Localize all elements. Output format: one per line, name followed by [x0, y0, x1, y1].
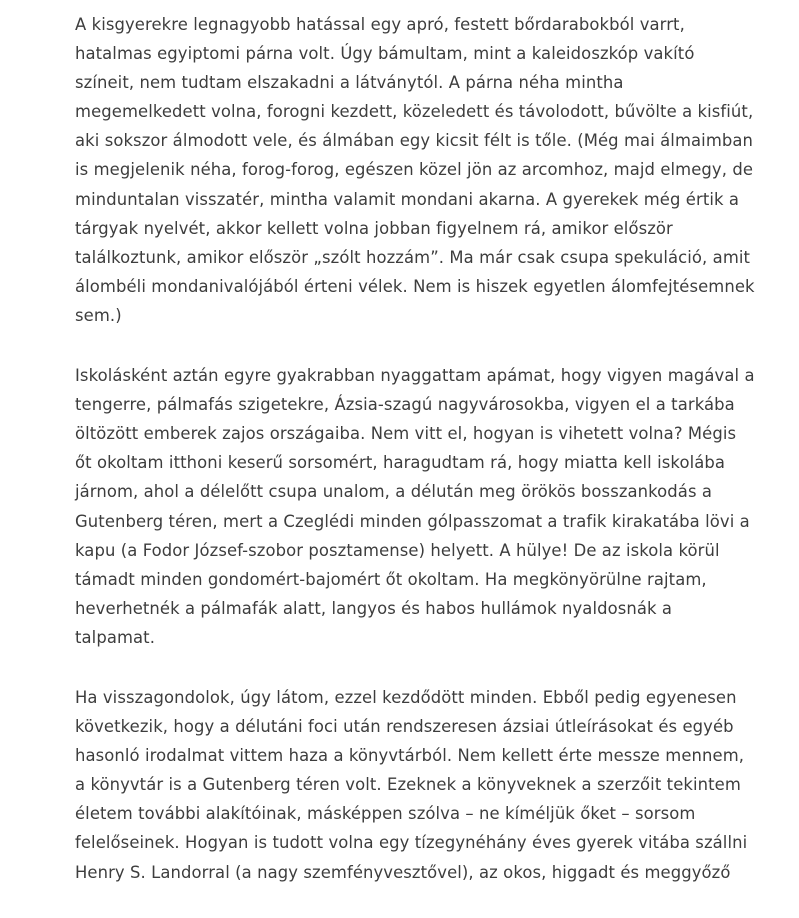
article-body [75, 10, 755, 918]
paragraph-1: A kisgyerekre legnagyobb hatással egy apró, festett bőrdarabokból varrt, hatalmas egyiptomi párna volt. Úgy bámultam, mint a kaleidoszkóp vakító színeit, nem tudtam elszakadni a látványtól. A párna néha mintha megemelkedett volna, forogni kezdett, közeledett és távolodott, bűvölte a kisfiút, aki sokszor álmodott vele, és álmában egy kicsit félt is tőle. (Még mai álmaimban is megjelenik néha, forog-forog, egészen közel jön az arcomhoz, majd elmegy, de minduntalan visszatér, mintha valamit mondani akarna. A gyerekek még értik a tárgyak nyelvét, akkor kellett volna jobban figyelnem rá, amikor először találkoztunk, amikor először „szólt hozzám”. Ma már csak csupa spekuláció, amit álombéli mondanivalójából érteni vélek. Nem is hiszek egyetlen álomfejtésemnek sem.) [75, 15, 755, 325]
paragraph-3: Ha visszagondolok, úgy látom, ezzel kezdődött minden. Ebből pedig egyenesen következik, hogy a délutáni foci után rendszeresen ázsiai útleírásokat és egyéb hasonló irodalmat vittem haza a könyvtárból. Nem kellett érte messze mennem, a könyvtár is a Gutenberg téren volt. Ezeknek a könyveknek a szerzőit tekintem életem további alakítóinak, másképpen szólva – ne kíméljük őket – sorsom felelőseinek. Hogyan is tudott volna egy tízegynéhány éves gyerek vitába szállni Henry S. Landorral (a nagy szemfényvesztővel), az okos, higgadt és meggyőző [75, 687, 748, 882]
paragraph-2: Iskolásként aztán egyre gyakrabban nyaggattam apámat, hogy vigyen magával a tengerre, pálmafás szigetekre, Ázsia-szagú nagyvárosokba, vigyen el a tarkába öltözött emberek zajos országaiba. Nem vitt el, hogyan is vihetett volna? Mégis őt okoltam itthoni keserű sorsomért, haragudtam rá, hogy miatta kell iskolába járnom, ahol a délelőtt csupa unalom, a délután meg örökös bosszankodás a Gutenberg téren, mert a Czeglédi minden gólpasszomat a trafik kirakatába lövi a kapu (a Fodor József-szobor posztamense) helyett. A hülye! De az iskola körül támadt minden gondomért-bajomért őt okoltam. Ha megkönyörülne rajtam, heverhetnék a pálmafák alatt, langyos és habos hullámok nyaldosnák a talpamat. [75, 366, 755, 647]
